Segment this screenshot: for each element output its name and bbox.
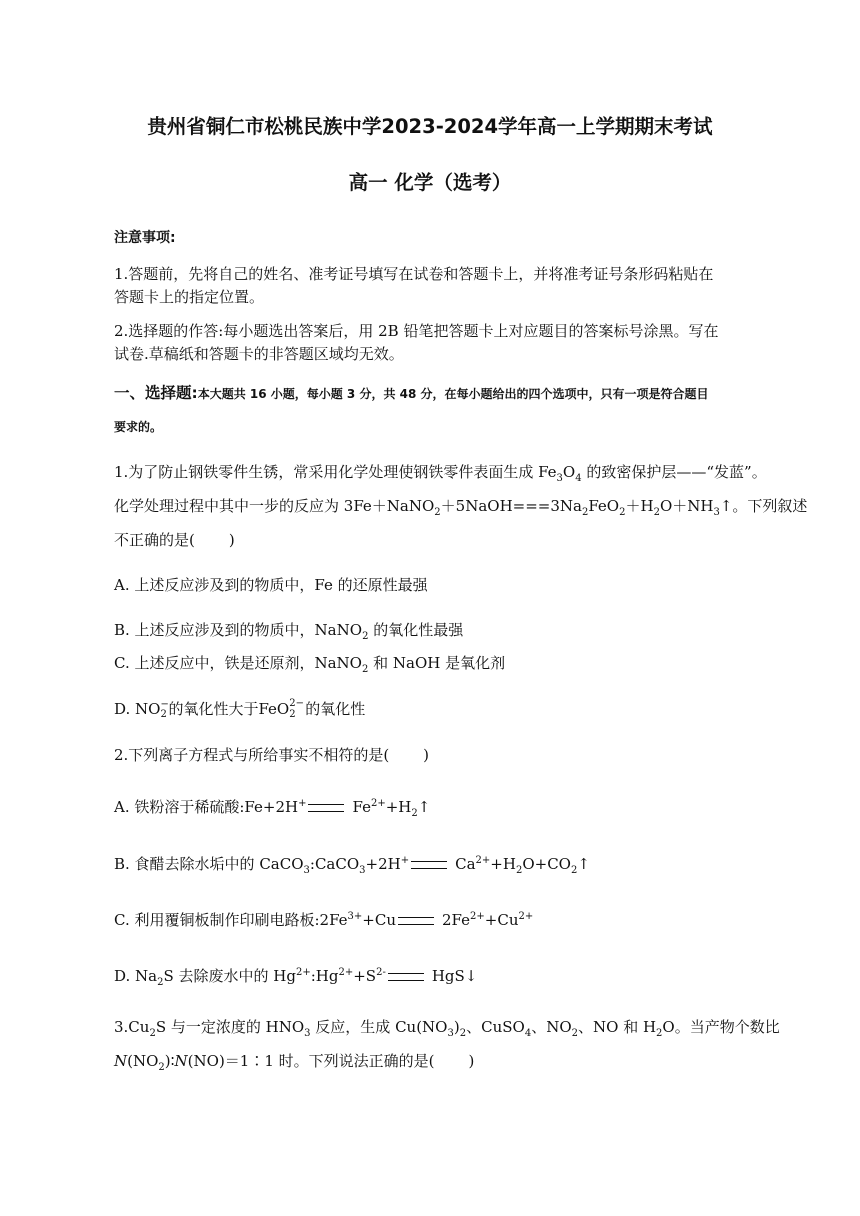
q1-option-d: D. NO − 2 的氧化性大于FeO 2− 2 的氧化性: [114, 698, 366, 720]
q1-option-a: A. 上述反应涉及到的物质中，Fe 的还原性最强: [114, 576, 428, 594]
notice-item-2-line-1: 2.选择题的作答:每小题选出答案后，用 2B 铅笔把答题卡上对应题目的答案标号涂黑。写在: [114, 322, 719, 340]
q2-option-a: A. 铁粉溶于稀硫酸:Fe+2H+ $Fe^{2+}+H_2↑$: [114, 798, 431, 819]
q1-stem-line-3: 不正确的是( ): [114, 531, 235, 549]
section-1-desc-line-1: 本大题共 16 小题，每小题 3 分，共 48 分，在每小题给出的四个选项中，只有一项是符合题目: [197, 387, 709, 401]
q2-option-c: C. 利用覆铜板制作印刷电路板$:2Fe^{3+}+Cu$ $2Fe^{2+}+Cu^{2+}$: [114, 911, 534, 929]
exam-title: 贵州省铜仁市松桃民族中学2023-2024学年高一上学期期末考试: [147, 115, 713, 138]
q1-option-b: B. 上述反应涉及到的物质中，NaNO$_2$ 的氧化性最强: [114, 621, 464, 642]
equals-sign: [308, 804, 344, 812]
equals-sign: [398, 917, 434, 925]
q1-stem-line-2: 化学处理过程中其中一步的反应为 $3Fe+NaNO_2+5NaOH===3Na_2FeO_2+H_2O+NH_3↑$。下列叙述: [114, 497, 808, 518]
notice-heading: 注意事项:: [114, 230, 176, 246]
equals-sign: [411, 861, 447, 869]
exam-subtitle: 高一 化学（选考）: [348, 171, 512, 194]
q2-stem: 2.下列离子方程式与所给事实不相符的是( ): [114, 746, 430, 764]
q3-stem-line-1: $3.Cu_2S$ 与一定浓度的 $HNO_3$ 反应，生成 $Cu(NO_3)_2$、CuSO$_4$、$NO_2$、NO 和 $H_2O$。当产物个数比: [114, 1018, 780, 1039]
q2-option-b: B. 食醋去除水垢中的 CaCO$_3$:CaCO$_3$+2H+ $Ca^{2+}+H_2O+CO_2↑$: [114, 855, 590, 876]
q1-option-c: C. 上述反应中，铁是还原剂，NaNO$_2$ 和 NaOH 是氧化剂: [114, 654, 506, 675]
q1-stem-line-1: 1.为了防止钢铁零件生锈，常采用化学处理使钢铁零件表面生成 $Fe_3O_4$ 的致密保护层——“发蓝”。: [114, 463, 767, 484]
section-1-heading: [114, 383, 709, 404]
q3-stem-line-2: $N(NO_2)∶N(NO)=1∶1$ 时。下列说法正确的是( ): [114, 1052, 475, 1073]
q2-option-d: D. $Na_2S$ 去除废水中的 $Hg^{2+}:Hg^{2+}+S^{2-}$ HgS↓: [114, 967, 478, 988]
section-1-label: 一、选择题:: [114, 384, 198, 402]
equals-sign: [388, 973, 424, 981]
notice-item-1-line-2: 答题卡上的指定位置。: [114, 288, 265, 306]
notice-item-1-line-1: 1.答题前，先将自己的姓名、准考证号填写在试卷和答题卡上，并将准考证号条形码粘贴在: [114, 265, 714, 283]
notice-item-2-line-2: 试卷.草稿纸和答题卡的非答题区域均无效。: [114, 345, 404, 363]
section-1-desc-line-2: 要求的。: [114, 420, 163, 434]
